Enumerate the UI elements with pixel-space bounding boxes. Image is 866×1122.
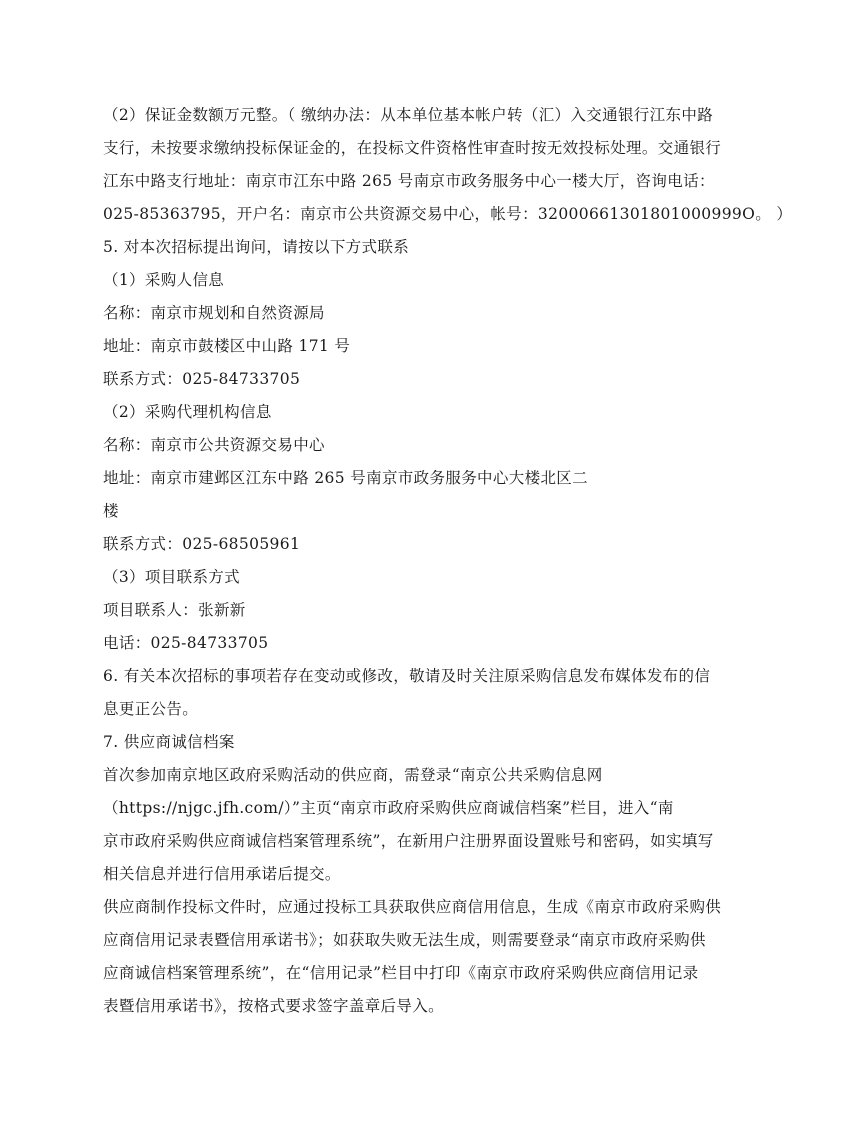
text-line-credit-8: 表暨信用承诺书》，按格式要求签字盖章后导入。	[103, 997, 444, 1015]
agency-address: 地址：南京市建邺区江东中路 265 号南京市政务服务中心大楼北区二	[103, 469, 588, 487]
text-line-credit-3: 京市政府采购供应商诚信档案管理系统”，在新用户注册界面设置账号和密码，如实填写	[103, 832, 714, 850]
section-heading-inquiry: 5. 对本次招标提出询问，请按以下方式联系	[103, 238, 410, 256]
subheading-project-contact: （3）项目联系方式	[103, 568, 241, 586]
project-contact-phone: 电话：025-84733705	[103, 634, 269, 652]
text-line-credit-6: 应商信用记录表暨信用承诺书》；如获取失败无法生成，则需要登录“南京市政府采购供	[103, 931, 706, 949]
text-line-credit-2: （https://njgc.jfh.com/）”主页“南京市政府采购供应商诚信档案”栏目，进入“南	[103, 799, 674, 817]
text-line-credit-4: 相关信息并进行信用承诺后提交。	[103, 865, 341, 883]
text-line-credit-5: 供应商制作投标文件时，应通过投标工具获取供应商信用信息，生成《南京市政府采购供	[103, 898, 722, 916]
subheading-purchaser-info: （1）采购人信息	[103, 271, 225, 289]
subheading-agency-info: （2）采购代理机构信息	[103, 403, 272, 421]
purchaser-address: 地址：南京市鼓楼区中山路 171 号	[103, 337, 351, 355]
purchaser-name: 名称：南京市规划和自然资源局	[103, 304, 325, 322]
text-line-credit-7: 应商诚信档案管理系统”，在“信用记录”栏目中打印《南京市政府采购供应商信用记录	[103, 964, 699, 982]
text-line-changes-continued: 息更正公告。	[103, 700, 199, 718]
agency-name: 名称：南京市公共资源交易中心	[103, 436, 325, 454]
agency-contact: 联系方式：025-68505961	[103, 535, 301, 553]
text-line-branch-address: 江东中路支行地址：南京市江东中路 265 号南京市政务服务中心一楼大厅，咨询电话：	[103, 172, 715, 190]
document-body	[103, 99, 793, 1023]
text-line-credit-1: 首次参加南京地区政府采购活动的供应商，需登录“南京公共采购信息网	[103, 766, 603, 784]
section-heading-changes: 6. 有关本次招标的事项若存在变动或修改，敬请及时关注原采购信息发布媒体发布的信	[103, 667, 711, 685]
purchaser-contact: 联系方式：025-84733705	[103, 370, 301, 388]
section-heading-credit-file: 7. 供应商诚信档案	[103, 733, 235, 751]
project-contact-person: 项目联系人：张新新	[103, 601, 246, 619]
text-line-deposit-branch: 支行，未按要求缴纳投标保证金的，在投标文件资格性审查时按无效投标处理。交通银行	[103, 139, 722, 157]
text-line-account-info: 025-85363795，开户名：南京市公共资源交易中心，帐号：32000661301801000999O。 ）	[103, 205, 793, 223]
text-line-deposit-amount: （2）保证金数额万元整。（ 缴纳办法：从本单位基本帐户转（汇）入交通银行江东中路	[103, 106, 714, 124]
agency-address-continued: 楼	[103, 502, 119, 520]
